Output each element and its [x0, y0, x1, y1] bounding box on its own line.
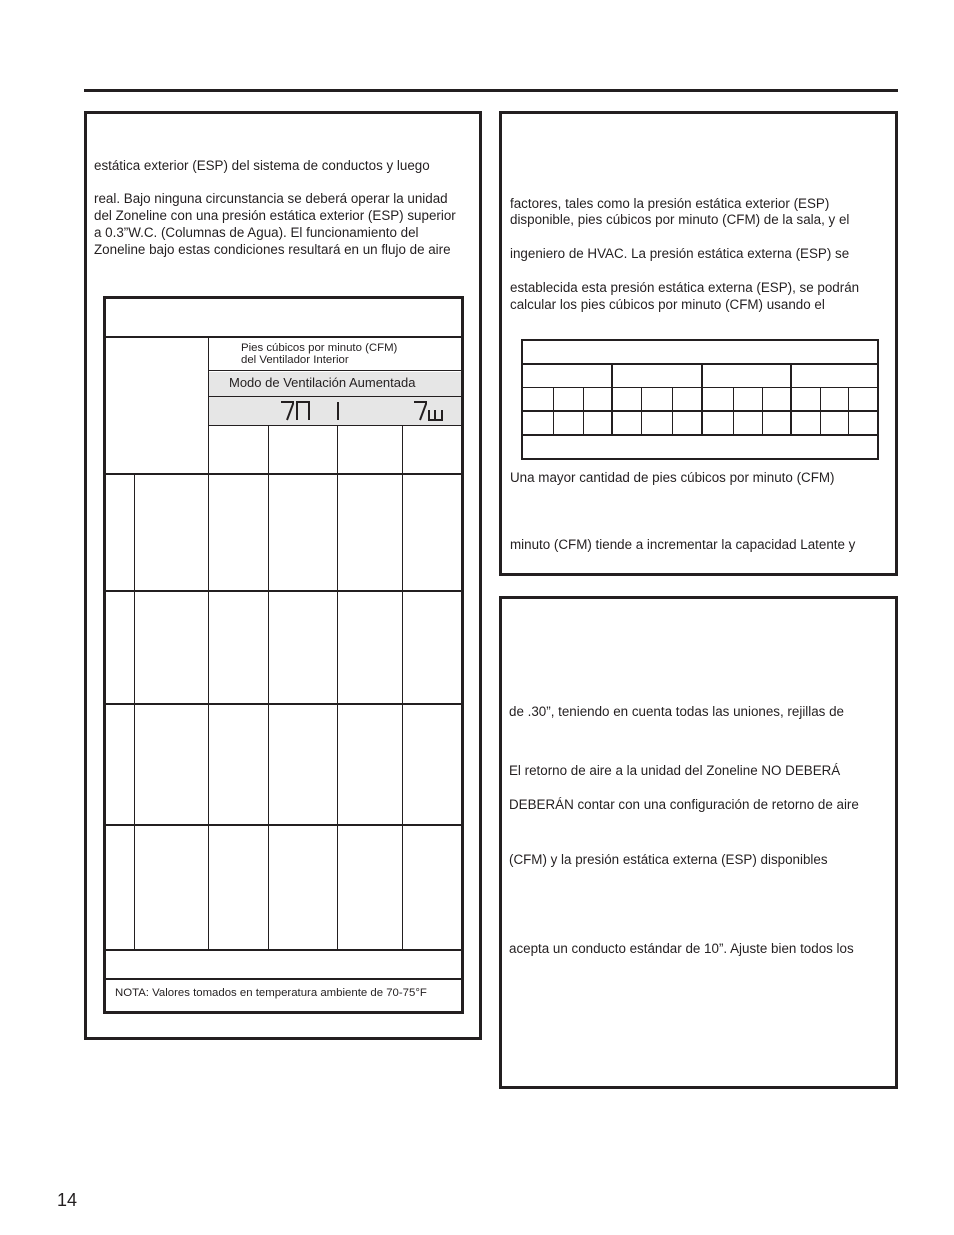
right-top-line-1: factores, tales como la presión estática exterior (ESP)	[510, 196, 830, 211]
esp-table-rule	[522, 434, 878, 436]
table-vrule	[268, 425, 269, 951]
table-rule	[105, 473, 462, 475]
left-paragraph-line-1: estática exterior (ESP) del sistema de conductos y luego	[94, 158, 430, 173]
esp-table-vrule	[790, 363, 792, 434]
right-bottom-line-1: de .30”, teniendo en cuenta todas las uniones, rejillas de	[509, 704, 844, 719]
right-top-line-6: Una mayor cantidad de pies cúbicos por minuto (CFM)	[510, 470, 835, 485]
table-vrule	[402, 425, 403, 951]
esp-table	[521, 339, 879, 460]
esp-table-vrule	[701, 363, 703, 434]
esp-table-vrule	[762, 387, 763, 434]
right-top-line-3: ingeniero de HVAC. La presión estática externa (ESP) se	[510, 246, 850, 261]
right-top-line-2: disponible, pies cúbicos por minuto (CFM) de la sala, y el	[510, 212, 850, 227]
right-bottom-line-2: El retorno de aire a la unidad del Zoneline NO DEBERÁ	[509, 763, 841, 778]
cfm-header-line-2: del Ventilador Interior	[241, 354, 349, 366]
table-rule	[105, 703, 462, 705]
table-rule	[208, 370, 462, 371]
esp-table-vrule	[672, 387, 673, 434]
display-digits-right-icon	[412, 398, 446, 424]
right-top-line-4: establecida esta presión estática externa (ESP), se podrán	[510, 280, 860, 295]
right-bottom-line-3: DEBERÁN contar con una configuración de retorno de aire	[509, 797, 859, 812]
right-bottom-line-4: (CFM) y la presión estática externa (ESP) disponibles	[509, 852, 828, 867]
esp-table-vrule	[553, 387, 554, 434]
display-digits-left-icon	[279, 398, 349, 424]
left-paragraph-line-5: Zoneline bajo estas condiciones resultará en un flujo de aire	[94, 242, 451, 257]
right-top-line-5: calcular los pies cúbicos por minuto (CFM) usando el	[510, 297, 825, 312]
esp-table-vrule	[583, 387, 584, 434]
left-paragraph-line-4: a 0.3”W.C. (Columnas de Agua). El funcionamiento del	[94, 225, 419, 240]
table-rule	[105, 336, 462, 338]
right-bottom-line-5: acepta un conducto estándar de 10”. Ajuste bien todos los	[509, 941, 854, 956]
table-rule	[105, 949, 462, 951]
esp-table-vrule	[641, 387, 642, 434]
right-bottom-panel	[499, 596, 898, 1089]
table-vrule	[337, 425, 338, 951]
cfm-header-line-1: Pies cúbicos por minuto (CFM)	[241, 342, 398, 354]
page-number: 14	[57, 1190, 78, 1210]
table-rule	[208, 425, 462, 426]
table-rule	[105, 590, 462, 592]
esp-table-vrule	[820, 387, 821, 434]
esp-table-vrule	[611, 363, 613, 434]
esp-table-vrule	[733, 387, 734, 434]
table-note: NOTA: Valores tomados en temperatura ambiente de 70-75°F	[115, 987, 427, 999]
esp-table-rule	[522, 387, 878, 388]
header-rule	[84, 89, 898, 92]
esp-table-rule	[522, 363, 878, 365]
vent-mode-label: Modo de Ventilación Aumentada	[229, 375, 416, 390]
table-rule	[105, 824, 462, 826]
table-vrule	[208, 336, 209, 951]
right-top-line-7: minuto (CFM) tiende a incrementar la capacidad Latente y	[510, 537, 856, 552]
table-vrule	[134, 473, 135, 951]
esp-table-rule	[522, 410, 878, 412]
left-paragraph-line-2: real. Bajo ninguna circunstancia se deberá operar la unidad	[94, 191, 448, 206]
left-paragraph-line-3: del Zoneline con una presión estática exterior (ESP) superior	[94, 208, 456, 223]
esp-table-vrule	[848, 387, 849, 434]
table-rule	[105, 978, 462, 980]
